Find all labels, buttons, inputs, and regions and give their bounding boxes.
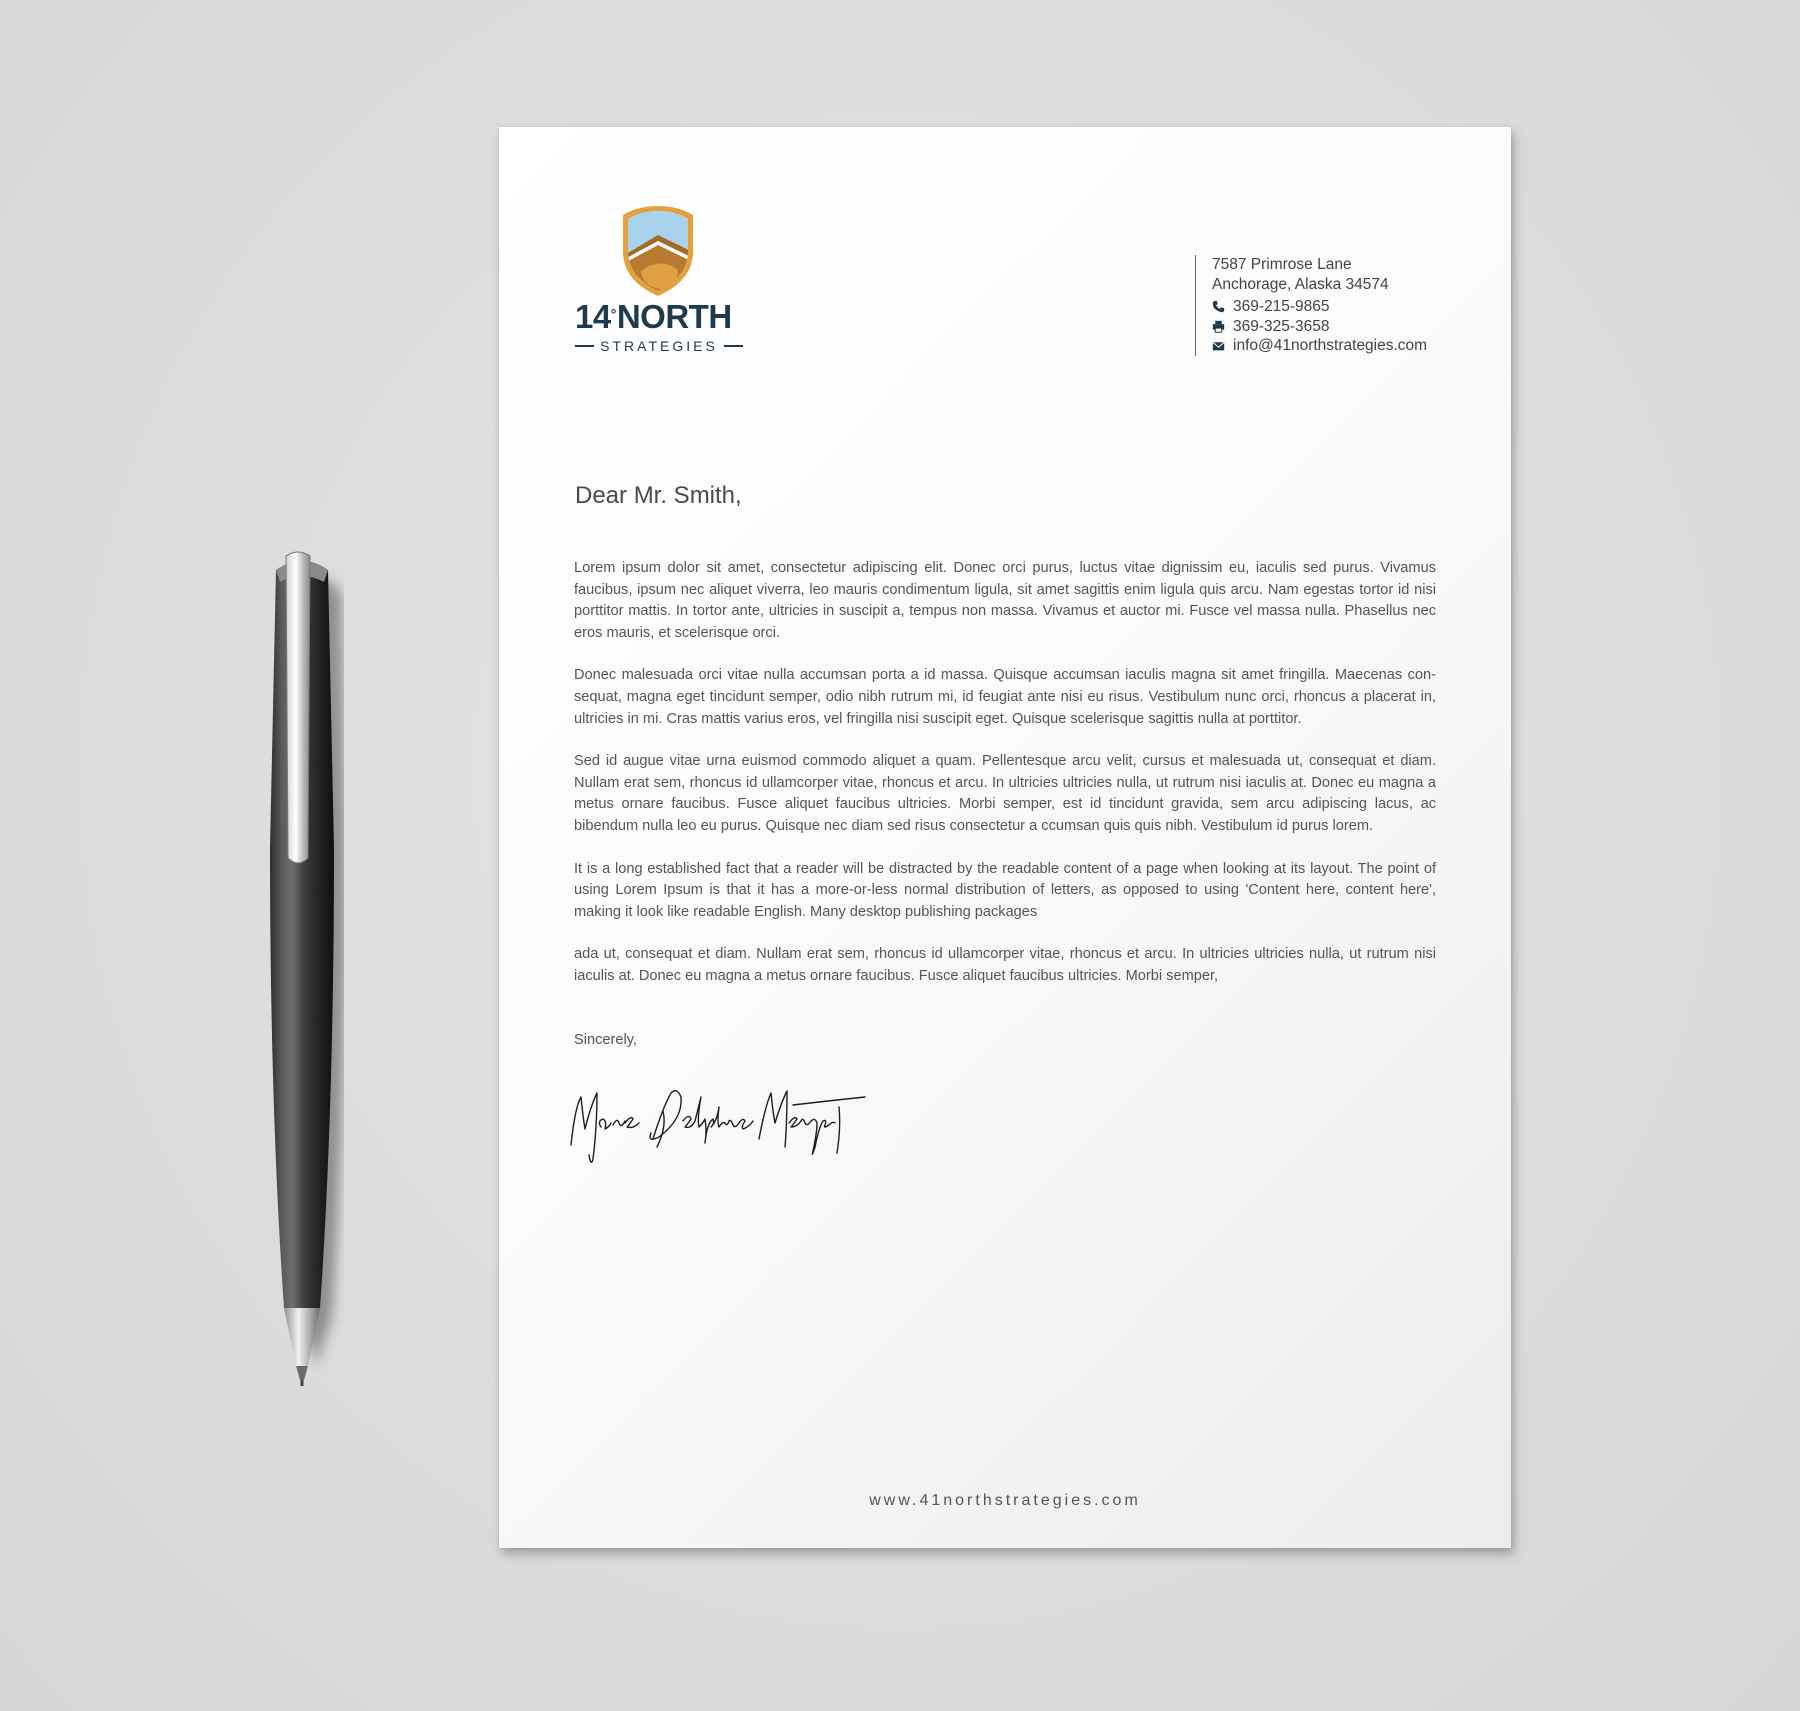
paragraph: Donec malesuada orci vitae nulla accumsan porta a id massa. Quisque accumsan iaculis magna sit amet fringilla. Maecenas con-sequat, magna eget tincidunt semper, odio nibh rutrum mi, id feugiat ante nisi eu risus. Vestibulum nunc orci, rhoncus a placerat in, ultricies in mi. Cras mattis varius eros, vel fringilla nisi suscipit eget. Quisque scelerisque sagittis nulla at porttitor. — [574, 667, 1436, 727]
paragraph: Sed id augue vitae urna euismod commodo aliquet a quam. Pellentesque arcu velit, cursus et malesuada ut, consequat et diam. Nullam erat sem, rhoncus id ullamcorper vitae, rhoncus et arcu. In ultricies ultricies nulla, ut rutrum nisi iaculis at. Donec eu magna a metus ornare faucibus. Fusce aliquet faucibus ultricies. Morbi semper, est id tincidunt gravida, sem arcu adipiscing lacus, ac bibendum nulla leo eu purus. Quisque nec diam sed risus consectetur a ccumsan quis quis nibh. Vestibulum id purus lorem. — [574, 753, 1436, 834]
shield-icon — [621, 205, 695, 297]
company-logo — [575, 205, 745, 353]
logo-subtitle-text: STRATEGIES — [600, 338, 718, 354]
signature — [567, 1067, 867, 1167]
fax-row — [1212, 317, 1427, 337]
fax-icon — [1212, 320, 1225, 333]
phone-icon — [1212, 300, 1225, 313]
address-line-2: Anchorage, Alaska 34574 — [1212, 275, 1389, 293]
logo-name: NORTH — [616, 298, 732, 335]
email-address: info@41northstrategies.com — [1233, 337, 1428, 354]
pen-illustration — [262, 548, 344, 1388]
paragraph: ada ut, consequat et diam. Nullam erat sem, rhoncus id ullamcorper vitae, rhoncus et arcu. In ultricies ultricies nulla, ut rutrum nisi iaculis at. Donec eu magna a metus ornare faucibus. Fusce aliquet faucibus ultricies. Morbi semper, — [574, 946, 1436, 984]
fax-number: 369-325-3658 — [1233, 317, 1330, 335]
pen — [262, 548, 344, 1388]
paragraph: Lorem ipsum dolor sit amet, consectetur adipiscing elit. Donec orci purus, luctus vitae dignissim eu, iaculis sed purus. Vivamus faucibus, ipsum nec aliquet viverra, leo mauris condimentum ligula, sit amet sagittis enim ligula quis arcu. Nam egestas tortor id nisi porttitor mattis. In tortor ante, ultricies in suscipit a, tempus non massa. Vivamus et auctor mi. Fusce vel massa nulla. Phasellus nec eros mauris, et scelerisque orci. — [574, 560, 1436, 641]
logo-subtitle — [575, 337, 743, 355]
logo-number: 14 — [575, 298, 611, 335]
email-row — [1212, 336, 1427, 356]
address-line-1: 7587 Primrose Lane — [1212, 256, 1352, 273]
footer-website: www.41northstrategies.com — [869, 1492, 1141, 1509]
letterhead-page — [499, 127, 1511, 1548]
logo-degree: ° — [610, 306, 616, 322]
phone-number: 369-215-9865 — [1233, 298, 1330, 315]
logo-wordmark — [575, 300, 745, 334]
contact-block — [1195, 255, 1427, 356]
paragraph: It is a long established fact that a reader will be distracted by the readable content of a page when looking at its layout. The point of using Lorem Ipsum is that it has a more-or-less normal distribution of letters, as opposed to using 'Content here, content here', making it look like readable English. Many desktop publishing packages — [574, 860, 1436, 920]
logo-rule-left — [575, 345, 594, 347]
logo-rule-right — [724, 345, 743, 347]
phone-row — [1212, 297, 1427, 317]
letter-body — [574, 558, 1436, 1009]
email-icon — [1212, 339, 1225, 352]
letter-closing: Sincerely, — [574, 1032, 637, 1048]
letter-greeting: Dear Mr. Smith, — [575, 482, 742, 509]
